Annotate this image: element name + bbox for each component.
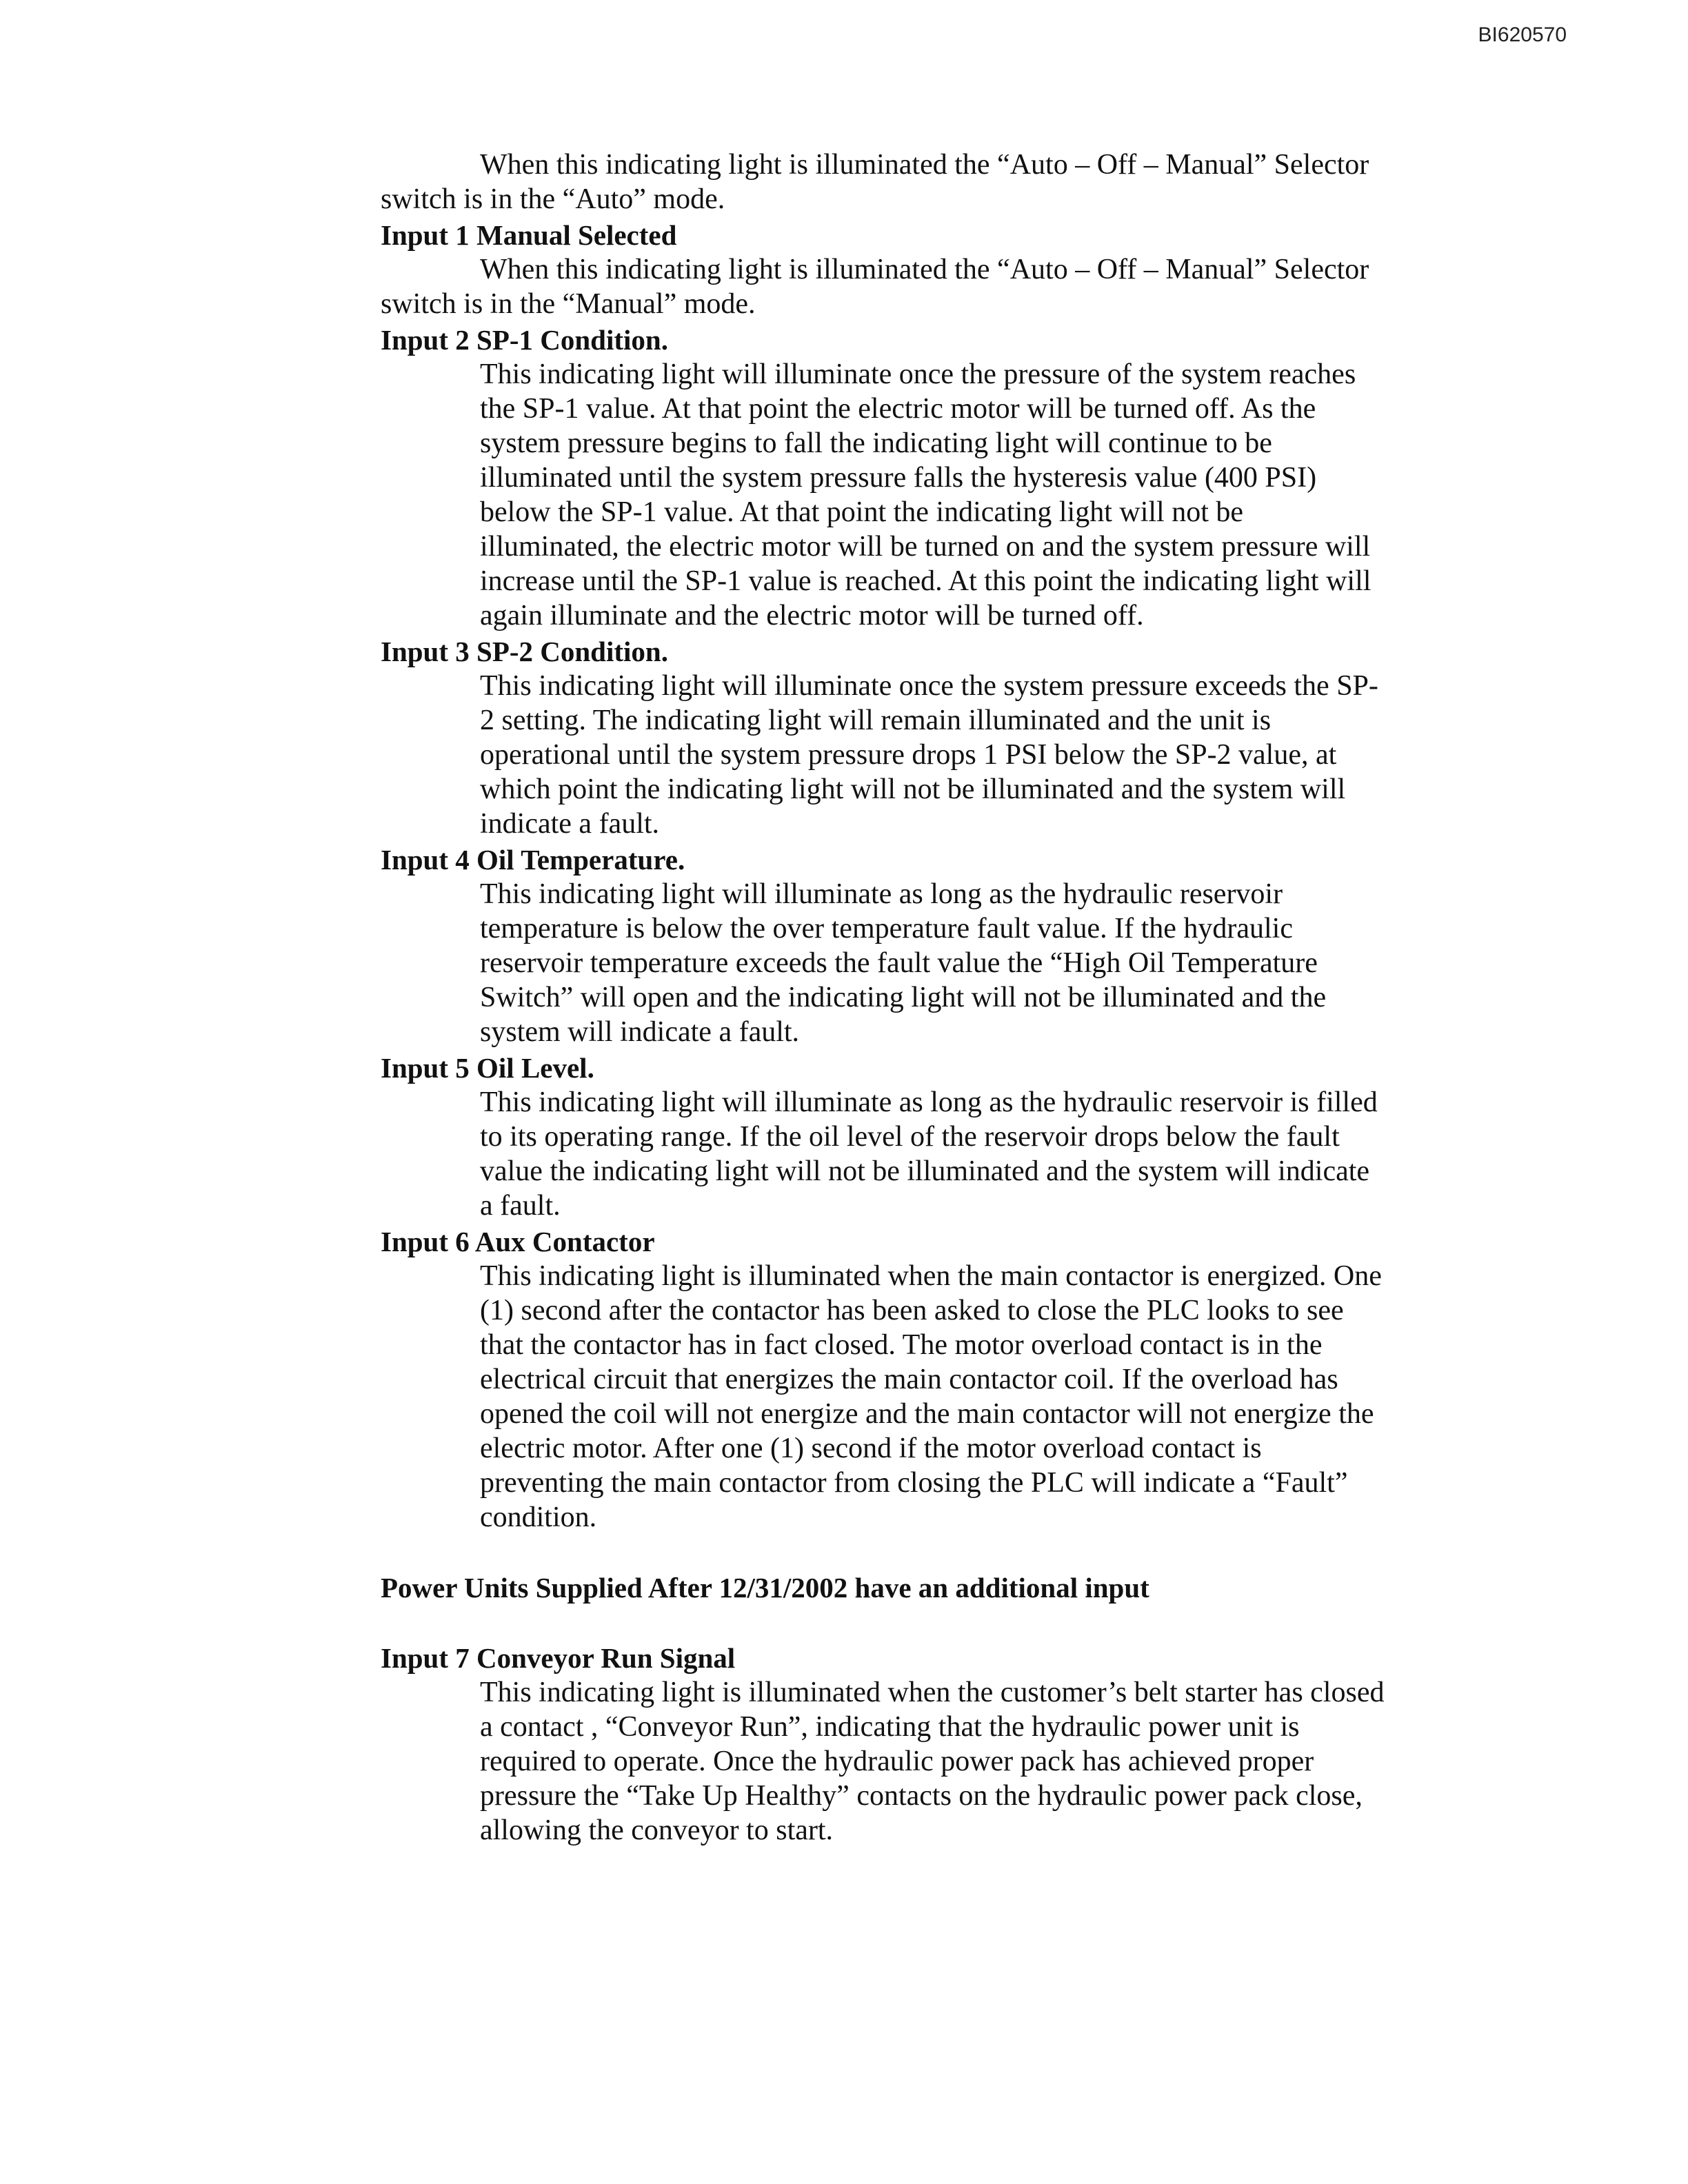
input-2-heading: Input 2 SP-1 Condition. xyxy=(381,324,668,356)
input-3-paragraph: This indicating light will illuminate once the system pressure exceeds the SP-2 setting. The indicating light will remain illuminated and the unit is operational until the system pressure drops 1 PSI below the SP-2 value, at which point the indicating light will not be illuminated and the system will indicate a fault. xyxy=(480,670,1378,840)
document-body xyxy=(381,148,1387,1848)
input-1-paragraph: When this indicating light is illuminated the “Auto – Off – Manual” Selector switch is in the “Manual” mode. xyxy=(381,254,1369,320)
input-2-paragraph: This indicating light will illuminate once the pressure of the system reaches the SP-1 value. At that point the electric motor will be turned off. As the system pressure begins to fall the indicating light will continue to be illuminated until the system pressure falls the hysteresis value (400 PSI) below the SP-1 value. At that point the indicating light will not be illuminated, the electric motor will be turned on and the system pressure will increase until the SP-1 value is reached. At this point the indicating light will again illuminate and the electric motor will be turned off. xyxy=(480,358,1372,631)
document-id: BI620570 xyxy=(1478,23,1567,46)
section-spacer xyxy=(381,1605,1387,1639)
input-1-heading: Input 1 Manual Selected xyxy=(381,219,677,251)
input-5-paragraph: This indicating light will illuminate as long as the hydraulic reservoir is filled to its operating range. If the oil level of the reservoir drops below the fault value the indicating light will not be illuminated and the system will indicate a fault. xyxy=(480,1086,1378,1222)
additional-input-notice: Power Units Supplied After 12/31/2002 have an additional input xyxy=(381,1572,1149,1604)
section-spacer xyxy=(381,1535,1387,1569)
input-6-heading: Input 6 Aux Contactor xyxy=(381,1226,655,1257)
input-7-heading: Input 7 Conveyor Run Signal xyxy=(381,1642,736,1674)
input-3-heading: Input 3 SP-2 Condition. xyxy=(381,636,668,667)
input-7-paragraph: This indicating light is illuminated when the customer’s belt starter has closed a contact , “Conveyor Run”, indicating that the hydraulic power unit is required to operate. Once the hydraulic power pack has achieved proper pressure the “Take Up Healthy” contacts on the hydraulic power pack close, allowing the conveyor to start. xyxy=(480,1677,1385,1846)
input-6-paragraph: This indicating light is illuminated when the main contactor is energized. One (1) second after the contactor has been asked to close the PLC looks to see that the contactor has in fact closed. The motor overload contact is in the electrical circuit that energizes the main contactor coil. If the overload has opened the coil will not energize and the main contactor will not energize the electric motor. After one (1) second if the motor overload contact is preventing the main contactor from closing the PLC will indicate a “Fault” condition. xyxy=(480,1260,1382,1533)
input-4-paragraph: This indicating light will illuminate as long as the hydraulic reservoir temperature is below the over temperature fault value. If the hydraulic reservoir temperature exceeds the fault value the “High Oil Temperature Switch” will open and the indicating light will not be illuminated and the system will indicate a fault. xyxy=(480,878,1327,1048)
input-5-heading: Input 5 Oil Level. xyxy=(381,1052,594,1084)
input-4-heading: Input 4 Oil Temperature. xyxy=(381,844,685,876)
intro-paragraph: When this indicating light is illuminated the “Auto – Off – Manual” Selector switch is in the “Auto” mode. xyxy=(381,149,1369,215)
